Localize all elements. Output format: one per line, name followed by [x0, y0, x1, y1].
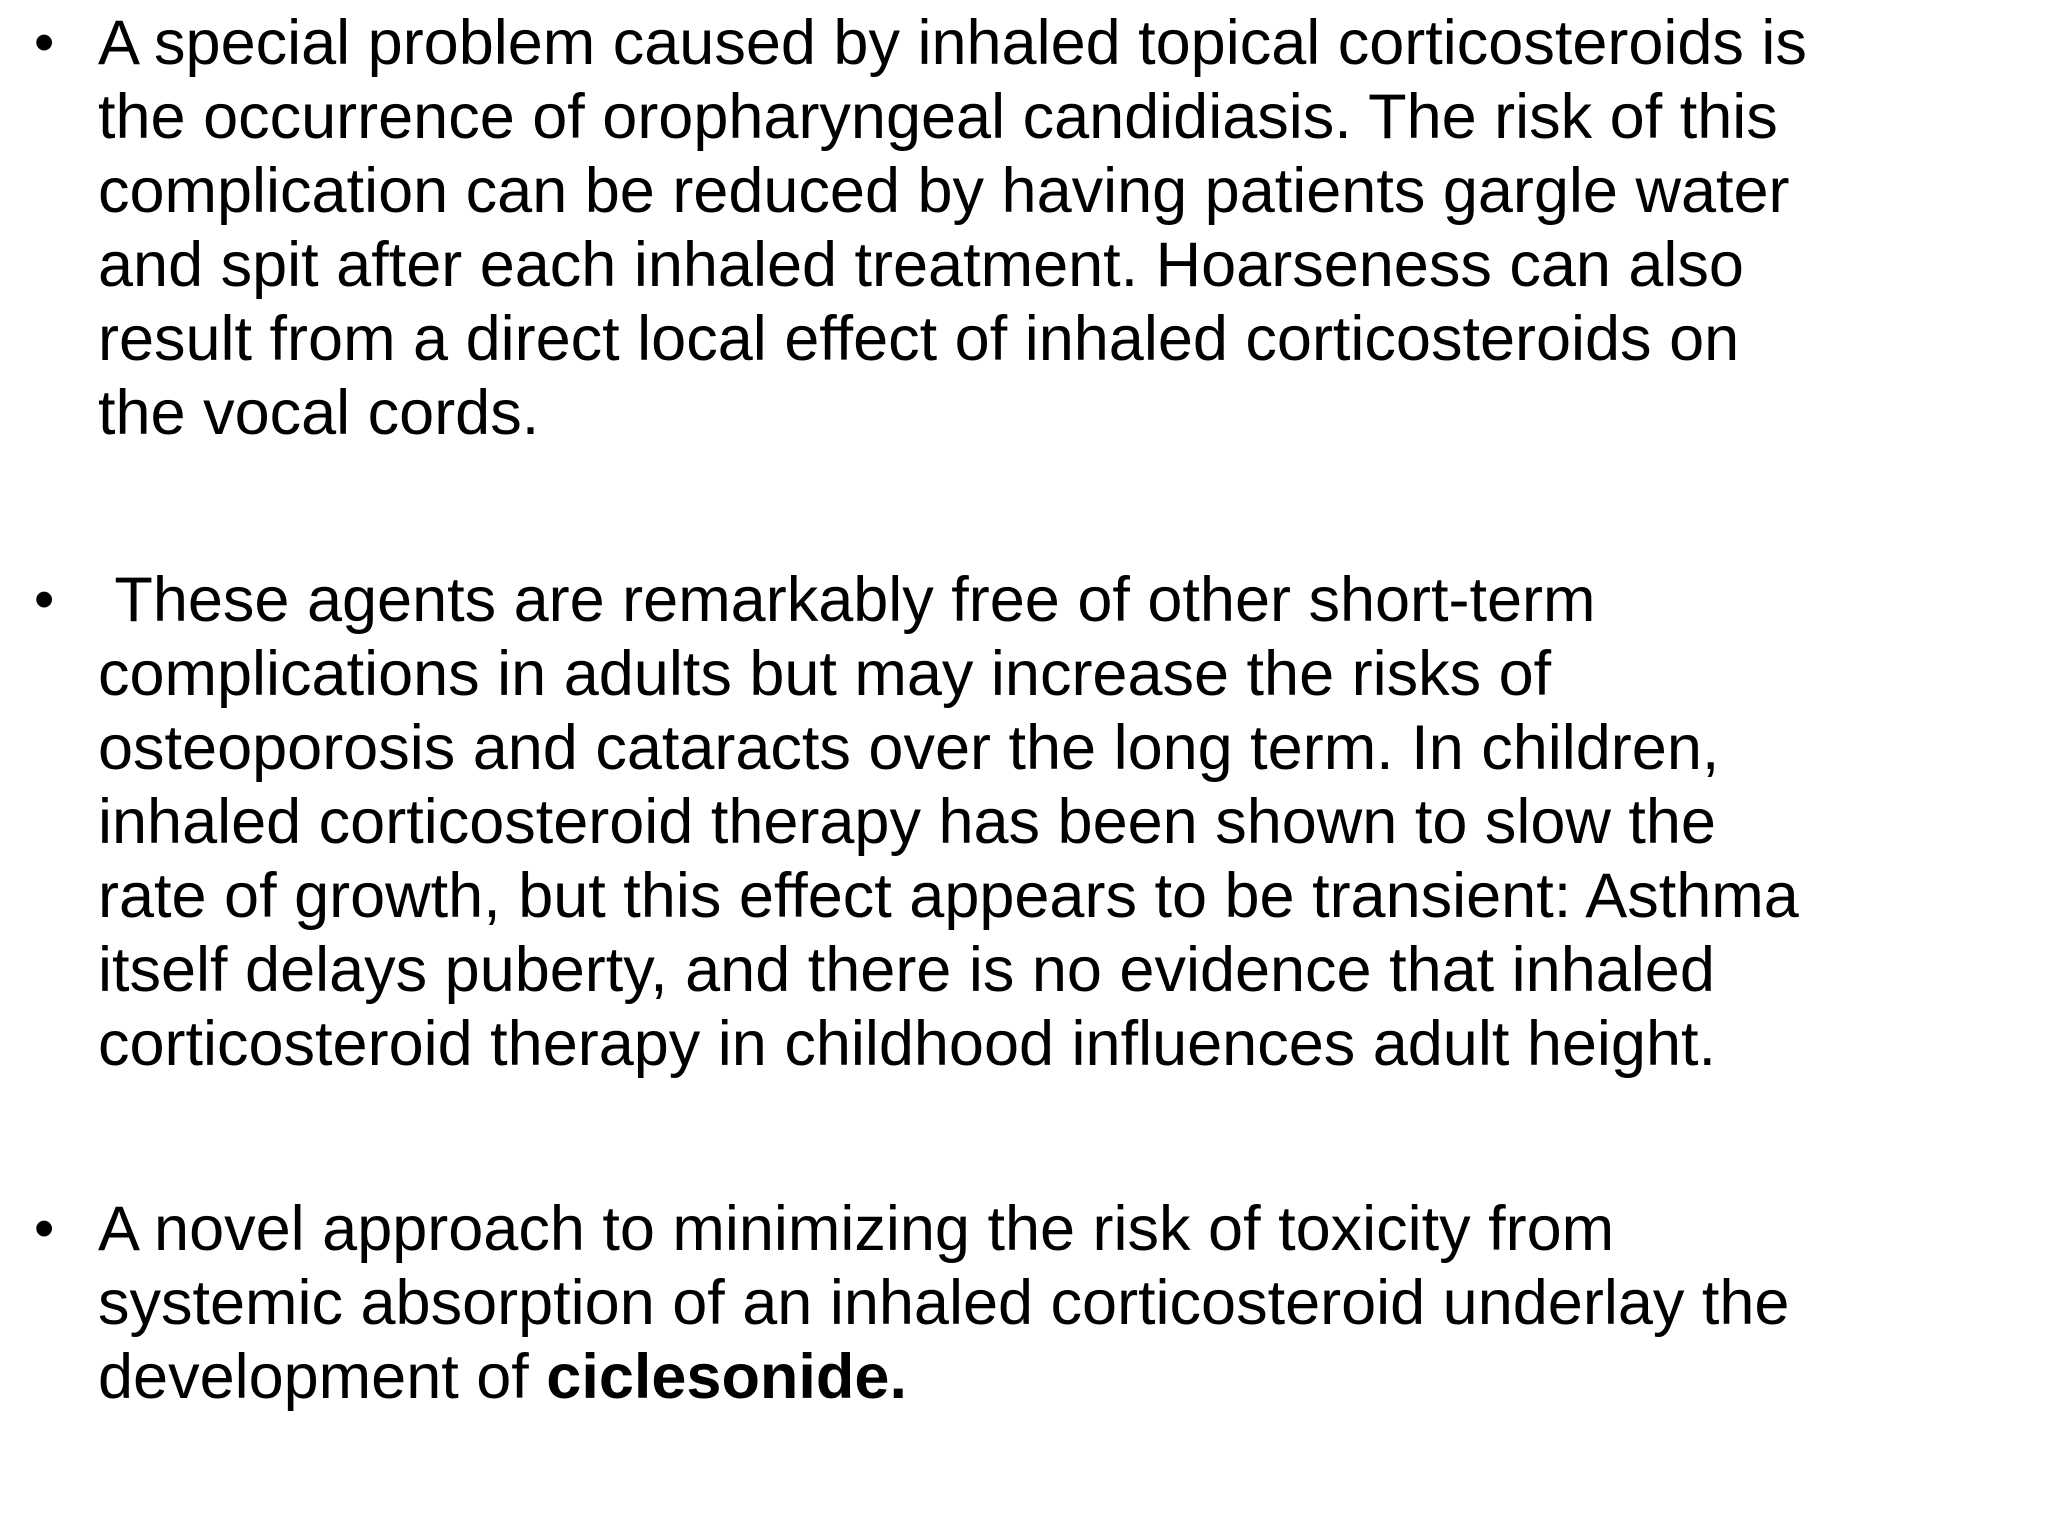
text-line: rate of growth, but this effect appears to be transient: Asthma — [98, 861, 1799, 931]
text-line: osteoporosis and cataracts over the long term. In children, — [98, 713, 1720, 783]
text-line: A novel approach to minimizing the risk of toxicity from — [98, 1194, 1615, 1264]
text-line: the vocal cords. — [98, 378, 540, 448]
bullet-icon: • — [34, 1196, 55, 1261]
text-line: These agents are remarkably free of other short-term — [98, 565, 1596, 635]
text-line: corticosteroid therapy in childhood influences adult height. — [98, 1009, 1717, 1079]
text-line-last — [98, 1340, 2048, 1414]
bullet-text — [98, 6, 2048, 450]
text-line: complication can be reduced by having patients gargle water — [98, 156, 1790, 226]
text-line: A special problem caused by inhaled topical corticosteroids is — [98, 8, 1807, 78]
bullet-icon: • — [34, 10, 55, 75]
text-line: and spit after each inhaled treatment. Hoarseness can also — [98, 230, 1744, 300]
text-line: systemic absorption of an inhaled corticosteroid underlay the — [98, 1268, 1790, 1338]
bullet-icon: • — [34, 567, 55, 632]
text-fragment: development of — [98, 1342, 547, 1412]
text-line: inhaled corticosteroid therapy has been shown to slow the — [98, 787, 1716, 857]
text-line: result from a direct local effect of inhaled corticosteroids on — [98, 304, 1740, 374]
drug-name-ciclesonide: ciclesonide. — [546, 1342, 907, 1412]
text-line: itself delays puberty, and there is no evidence that inhaled — [98, 935, 1715, 1005]
bullet-text — [98, 563, 2048, 1081]
bullet-text — [98, 1192, 2048, 1414]
text-line: complications in adults but may increase the risks of — [98, 639, 1552, 709]
text-line: the occurrence of oropharyngeal candidiasis. The risk of this — [98, 82, 1778, 152]
